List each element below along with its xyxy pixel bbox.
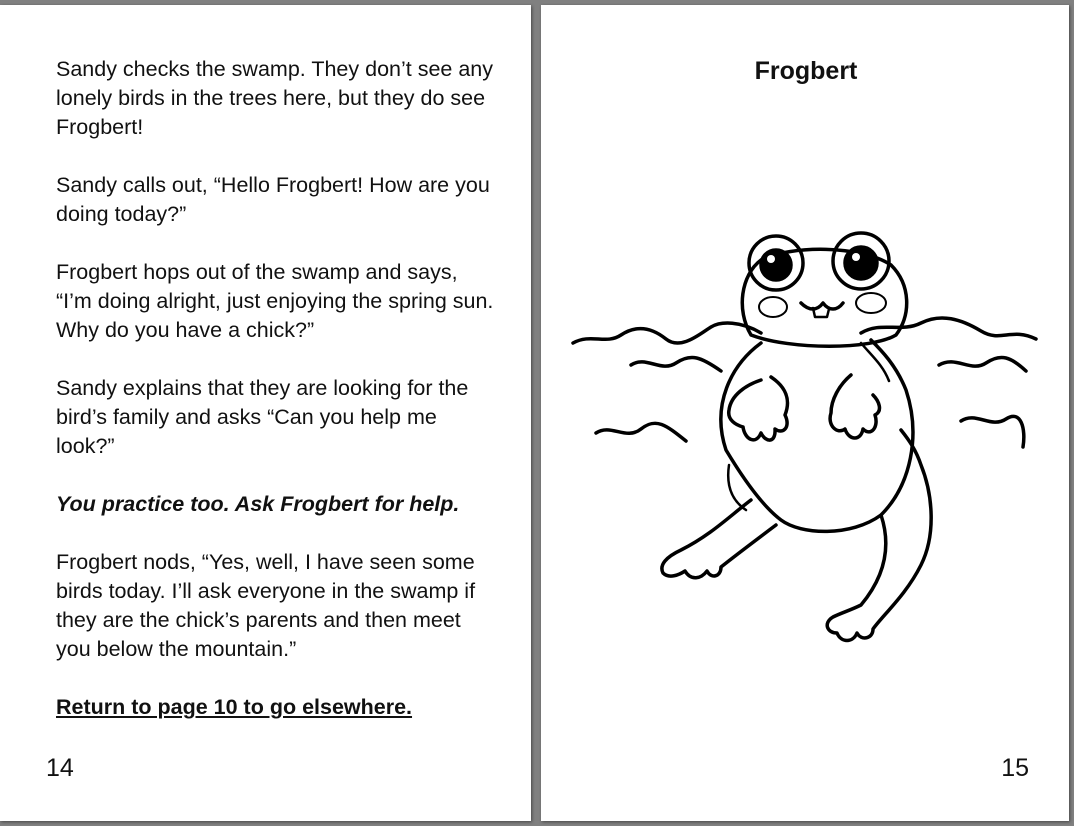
return-to-page-link[interactable]: Return to page 10 to go elsewhere. bbox=[56, 695, 413, 719]
page-number: 15 bbox=[1001, 754, 1029, 782]
page-15 bbox=[541, 5, 1069, 821]
story-text bbox=[56, 55, 496, 722]
page-title: Frogbert bbox=[754, 57, 858, 85]
story-paragraph: Frogbert hops out of the swamp and says, “I’m doing alright, just enjoying the spring sun. Why do you have a chick?” bbox=[56, 260, 494, 342]
page-number: 14 bbox=[46, 754, 74, 782]
practice-prompt: You practice too. Ask Frogbert for help. bbox=[56, 492, 460, 516]
story-paragraph: Sandy explains that they are looking for the bird’s family and asks “Can you help me look?” bbox=[56, 376, 469, 458]
story-paragraph: Sandy calls out, “Hello Frogbert! How are you doing today?” bbox=[56, 173, 490, 226]
frog-illustration-icon bbox=[561, 215, 1051, 685]
story-paragraph: Sandy checks the swamp. They don’t see any lonely birds in the trees here, but they do see Frogbert! bbox=[56, 57, 494, 139]
story-paragraph: Frogbert nods, “Yes, well, I have seen some birds today. I’ll ask everyone in the swamp if they are the chick’s parents and then meet you below the mountain.” bbox=[56, 550, 476, 661]
page-14 bbox=[0, 5, 531, 821]
